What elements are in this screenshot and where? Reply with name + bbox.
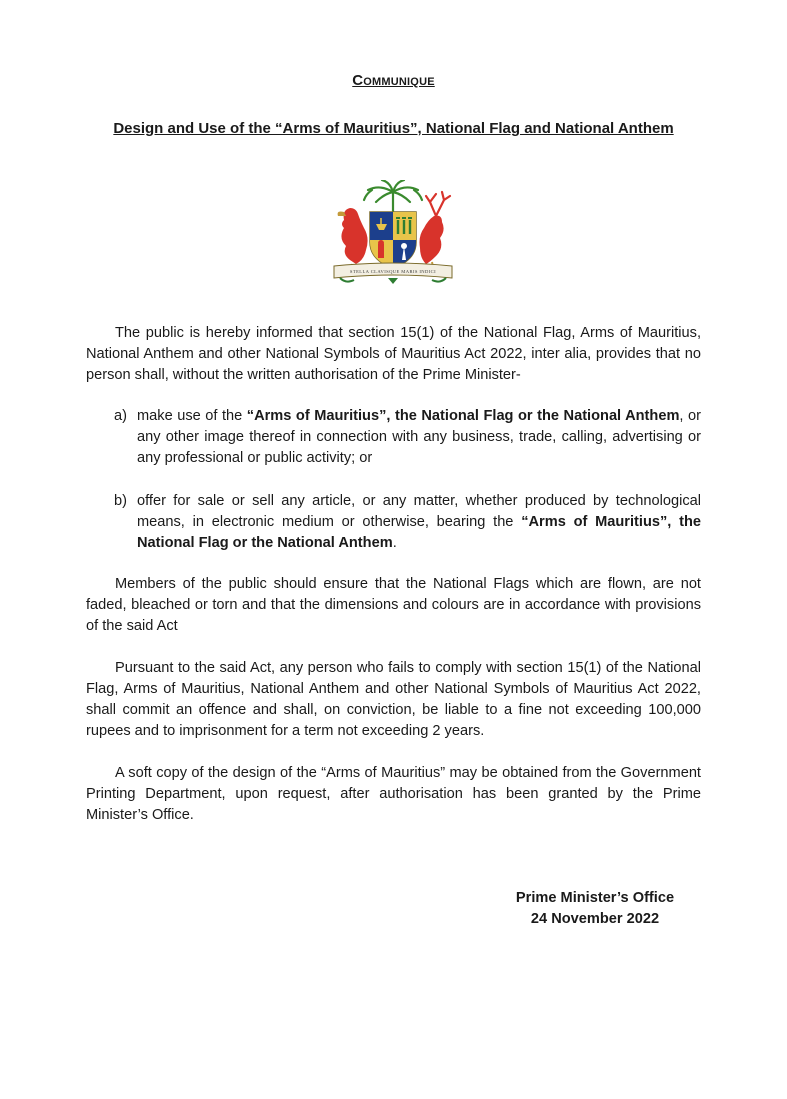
list-item-text-pre: make use of the <box>137 408 247 424</box>
list-marker: a) <box>114 408 127 424</box>
palm-tree-icon <box>364 180 422 212</box>
arms-of-mauritius-icon <box>330 180 456 292</box>
list-item-text <box>137 406 701 469</box>
list-item-a <box>114 406 701 469</box>
signature-date: 24 November 2022 <box>530 911 660 927</box>
document-title-text: Communique <box>352 72 435 89</box>
document-subtitle: Design and Use of the “Arms of Mauritius”, National Flag and National Anthem <box>113 120 674 137</box>
shield-icon <box>370 212 416 268</box>
list-item-text <box>137 491 701 554</box>
document-title <box>0 72 787 89</box>
signature-office: Prime Minister’s Office <box>515 890 675 906</box>
dodo-supporter-icon <box>338 208 368 272</box>
flags-paragraph: Members of the public should ensure that the National Flags which are flown, are not faded, bleached or torn and that the dimensions and colours are in accordance with provisions of the said Act <box>86 576 701 634</box>
list-marker: b) <box>114 493 127 509</box>
penalty-paragraph: Pursuant to the said Act, any person who fails to comply with section 15(1) of the National Flag, Arms of Mauritius, National Anthem and other National Symbols of Mauritius Act 2022, shall commit an offence and shall, on conviction, be liable to a fine not exceeding 100,000 rupees and to imprisonment for a term not exceeding 2 years. <box>86 660 701 739</box>
deer-supporter-icon <box>420 192 451 272</box>
svg-text:STELLA CLAVISQUE MARIS INDICI: STELLA CLAVISQUE MARIS INDICI <box>349 269 437 274</box>
list-item-text-post: . <box>392 535 397 551</box>
list-item-text-pre: offer for sale or sell any article, or any matter, whether produced by technological means, in electronic medium or otherwise, bearing the <box>137 493 701 530</box>
intro-paragraph: The public is hereby informed that section 15(1) of the National Flag, Arms of Mauritius, National Anthem and other National Symbols of Mauritius Act 2022, inter alia, provides that no person shall, without the written authorisation of the Prime Minister- <box>86 325 701 383</box>
list-item-text-post: , or any other image thereof in connection with any business, trade, calling, advertising or any professional or public activity; or <box>137 408 701 466</box>
list-item-text-bold: “Arms of Mauritius”, the National Flag or the National Anthem <box>246 408 680 424</box>
list-item-text-bold: “Arms of Mauritius”, the National Flag or the National Anthem <box>137 514 702 551</box>
list-item-b <box>114 491 701 554</box>
softcopy-paragraph: A soft copy of the design of the “Arms of Mauritius” may be obtained from the Government Printing Department, upon request, after authorisation has been granted by the Prime Minister’s Office. <box>86 765 701 823</box>
motto-ribbon <box>334 263 452 284</box>
